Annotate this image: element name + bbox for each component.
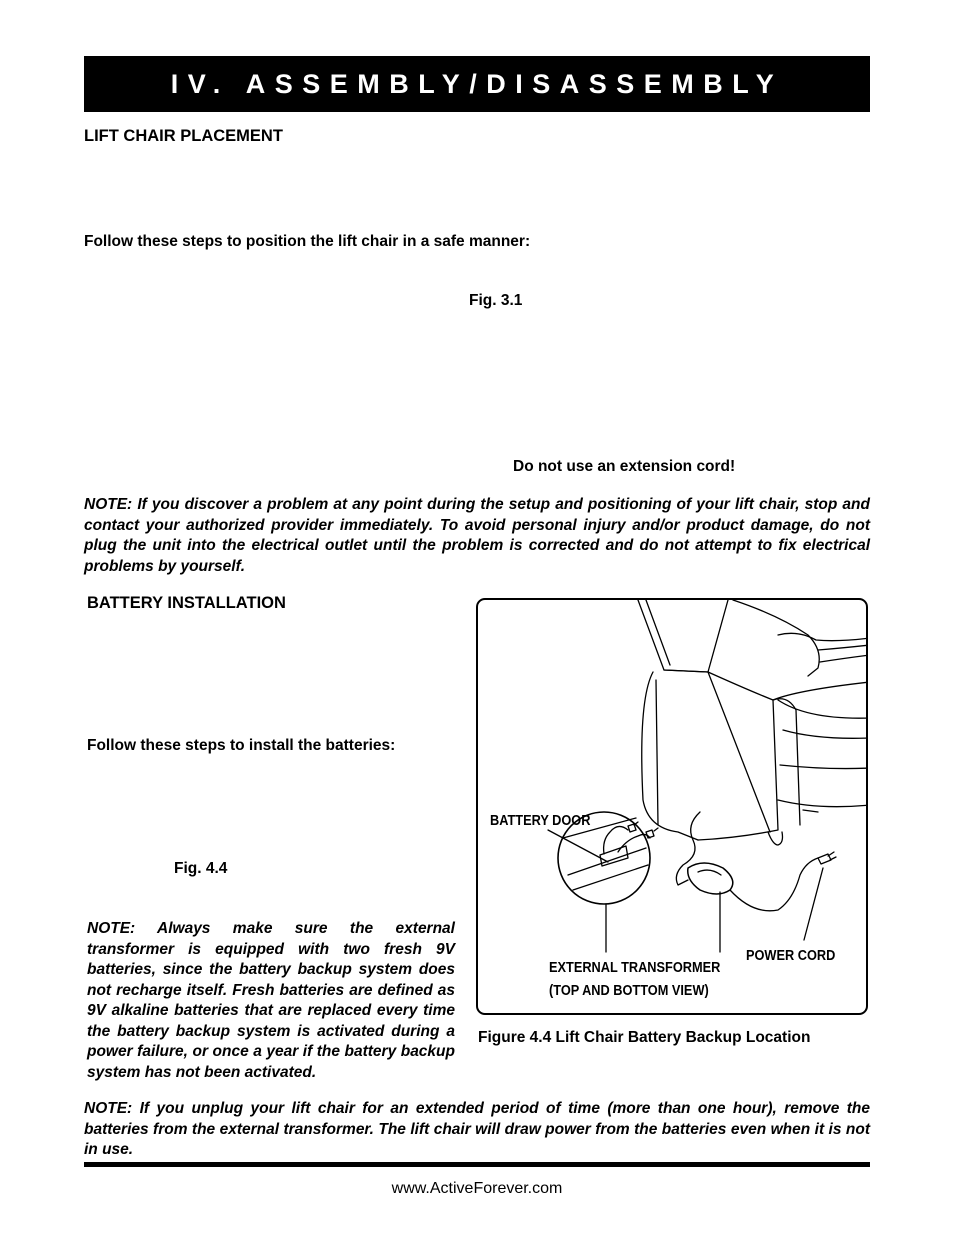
placement-fig-ref: Fig. 3.1 [469,292,523,309]
figure-caption: Figure 4.4 Lift Chair Battery Backup Location [478,1029,811,1046]
label-transformer-view: (TOP AND BOTTOM VIEW) [549,983,709,999]
label-power-cord: POWER CORD [746,948,836,964]
bottom-note: NOTE: If you unplug your lift chair for an extended period of time (more than one hour), remove the batteries from the external transformer. The lift chair will draw power from the batteries even when it is not in use. [84,1100,870,1158]
footer-rule [84,1162,870,1167]
figure-4-4 [476,598,868,1015]
battery-steps-intro: Follow these steps to install the batteries: [87,737,396,754]
battery-note: NOTE: Always make sure the external transformer is equipped with two fresh 9V batteries, since the battery backup system does not recharge itself. Fresh batteries are defined as 9V alkaline batteries that are replaced every time the battery backup system is activated during a power failure, or once a year if the battery backup system has not been activated. [87,920,455,1081]
footer-url: www.ActiveForever.com [391,1180,563,1197]
battery-fig-ref: Fig. 4.4 [174,860,228,877]
section-banner: IV. ASSEMBLY/DISASSEMBLY [84,56,870,112]
placement-note: NOTE: If you discover a problem at any point during the setup and positioning of your lift chair, stop and contact your authorized provider immediately. To avoid personal injury and/or product damage, do not plug the unit into the electrical outlet until the problem is corrected and do not attempt to fix electrical problems by yourself. [84,496,870,575]
placement-heading: LIFT CHAIR PLACEMENT [84,127,283,145]
extension-cord-warning: Do not use an extension cord! [513,458,736,475]
label-external-transformer: EXTERNAL TRANSFORMER [549,960,721,976]
battery-heading: BATTERY INSTALLATION [87,594,286,612]
placement-steps-intro: Follow these steps to position the lift chair in a safe manner: [84,233,531,250]
label-battery-door: BATTERY DOOR [490,813,591,829]
